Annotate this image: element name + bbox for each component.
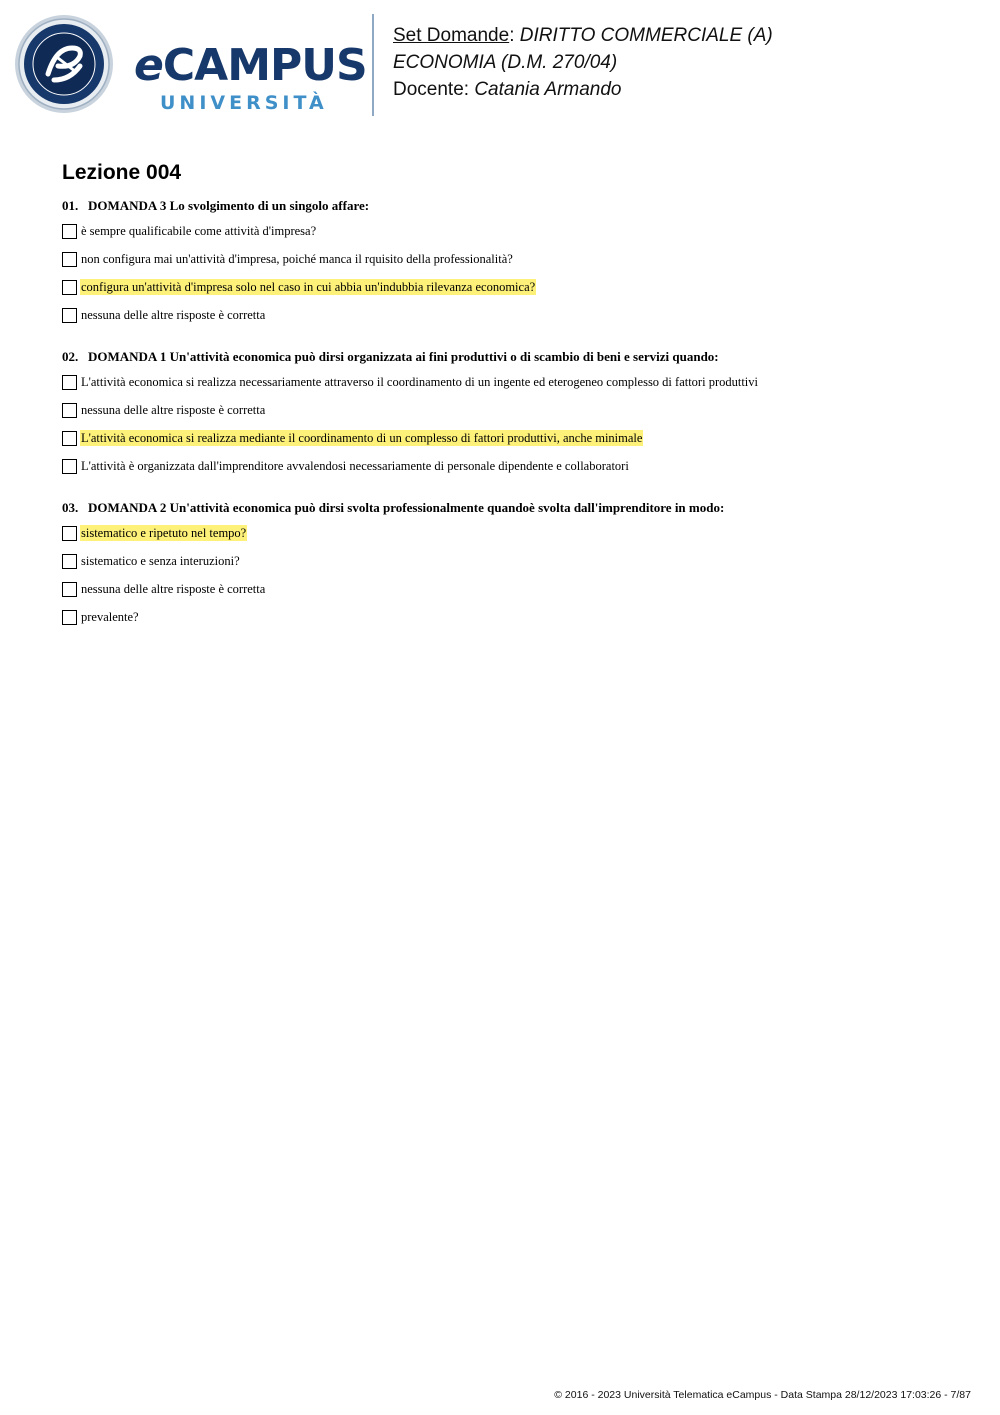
option-text: è sempre qualificabile come attività d'impresa? xyxy=(81,224,317,238)
question-text: DOMANDA 2 Un'attività economica può dirsi svolta professionalmente quandoè svolta dall'imprenditore in modo: xyxy=(88,500,725,515)
checkbox[interactable] xyxy=(62,610,77,625)
answer-option[interactable] xyxy=(62,252,962,280)
checkbox[interactable] xyxy=(62,459,77,474)
course-name: DIRITTO COMMERCIALE (A) xyxy=(519,25,773,46)
teacher-name: Catania Armando xyxy=(474,79,622,100)
checkbox[interactable] xyxy=(62,224,77,239)
ecampus-logo xyxy=(14,14,374,118)
question-title xyxy=(62,198,962,214)
answer-option[interactable] xyxy=(62,375,962,403)
answer-option-highlighted[interactable] xyxy=(62,280,962,308)
teacher-line xyxy=(393,76,773,103)
question-1 xyxy=(62,198,962,336)
answer-option[interactable] xyxy=(62,308,962,336)
option-text: sistematico e ripetuto nel tempo? xyxy=(81,526,247,540)
answer-option-highlighted[interactable] xyxy=(62,431,962,459)
option-text: sistematico e senza interuzioni? xyxy=(81,554,240,568)
question-text: DOMANDA 1 Un'attività economica può dirsi organizzata ai fini produttivi o di scambio di beni e servizi quando: xyxy=(88,349,719,364)
ecampus-seal-icon xyxy=(14,14,114,114)
checkbox[interactable] xyxy=(62,280,77,295)
teacher-label: Docente: xyxy=(393,79,475,100)
header-info xyxy=(393,22,773,103)
question-number: 03. xyxy=(62,500,79,515)
option-text: non configura mai un'attività d'impresa, poiché manca il rquisito della professionalità? xyxy=(81,252,513,266)
page-footer: © 2016 - 2023 Università Telematica eCampus - Data Stampa 28/12/2023 17:03:26 - 7/87 xyxy=(554,1389,971,1401)
option-text: nessuna delle altre risposte è corretta xyxy=(81,403,266,417)
answer-option[interactable] xyxy=(62,403,962,431)
question-number: 02. xyxy=(62,349,79,364)
question-3 xyxy=(62,500,962,638)
answer-option[interactable] xyxy=(62,224,962,252)
header-divider xyxy=(372,14,374,116)
checkbox[interactable] xyxy=(62,252,77,267)
option-text: configura un'attività d'impresa solo nel caso in cui abbia un'indubbia rilevanza economica? xyxy=(81,280,536,294)
page-header xyxy=(0,0,1000,130)
answer-option[interactable] xyxy=(62,610,962,638)
question-number: 01. xyxy=(62,198,79,213)
option-text: L'attività economica si realizza necessariamente attraverso il coordinamento di un ingente ed eterogeneo complesso di fattori produttivi xyxy=(81,375,759,389)
checkbox[interactable] xyxy=(62,526,77,541)
answer-option[interactable] xyxy=(62,582,962,610)
lesson-title: Lezione 004 xyxy=(62,161,182,184)
option-text: nessuna delle altre risposte è corretta xyxy=(81,582,266,596)
course-line-2: ECONOMIA (D.M. 270/04) xyxy=(393,52,618,73)
logo-subtitle: UNIVERSITÀ xyxy=(160,92,328,114)
checkbox[interactable] xyxy=(62,375,77,390)
set-label: Set Domande xyxy=(393,25,510,46)
option-text: L'attività economica si realizza mediante il coordinamento di un complesso di fattori produttivi, anche minimale xyxy=(81,431,643,445)
option-text: L'attività è organizzata dall'imprenditore avvalendosi necessariamente di personale dipendente e collaboratori xyxy=(81,459,629,473)
question-2 xyxy=(62,349,962,487)
answer-option[interactable] xyxy=(62,459,962,487)
checkbox[interactable] xyxy=(62,308,77,323)
question-text: DOMANDA 3 Lo svolgimento di un singolo affare: xyxy=(88,198,370,213)
answer-option[interactable] xyxy=(62,554,962,582)
checkbox[interactable] xyxy=(62,582,77,597)
question-title xyxy=(62,500,962,516)
option-text: nessuna delle altre risposte è corretta xyxy=(81,308,266,322)
logo-wordmark: eCAMPUS xyxy=(134,40,367,91)
checkbox[interactable] xyxy=(62,431,77,446)
option-text: prevalente? xyxy=(81,610,139,624)
answer-option-highlighted[interactable] xyxy=(62,526,962,554)
checkbox[interactable] xyxy=(62,403,77,418)
course-line-1: Set Domande: DIRITTO COMMERCIALE (A) xyxy=(393,25,773,46)
checkbox[interactable] xyxy=(62,554,77,569)
question-title xyxy=(62,349,962,365)
